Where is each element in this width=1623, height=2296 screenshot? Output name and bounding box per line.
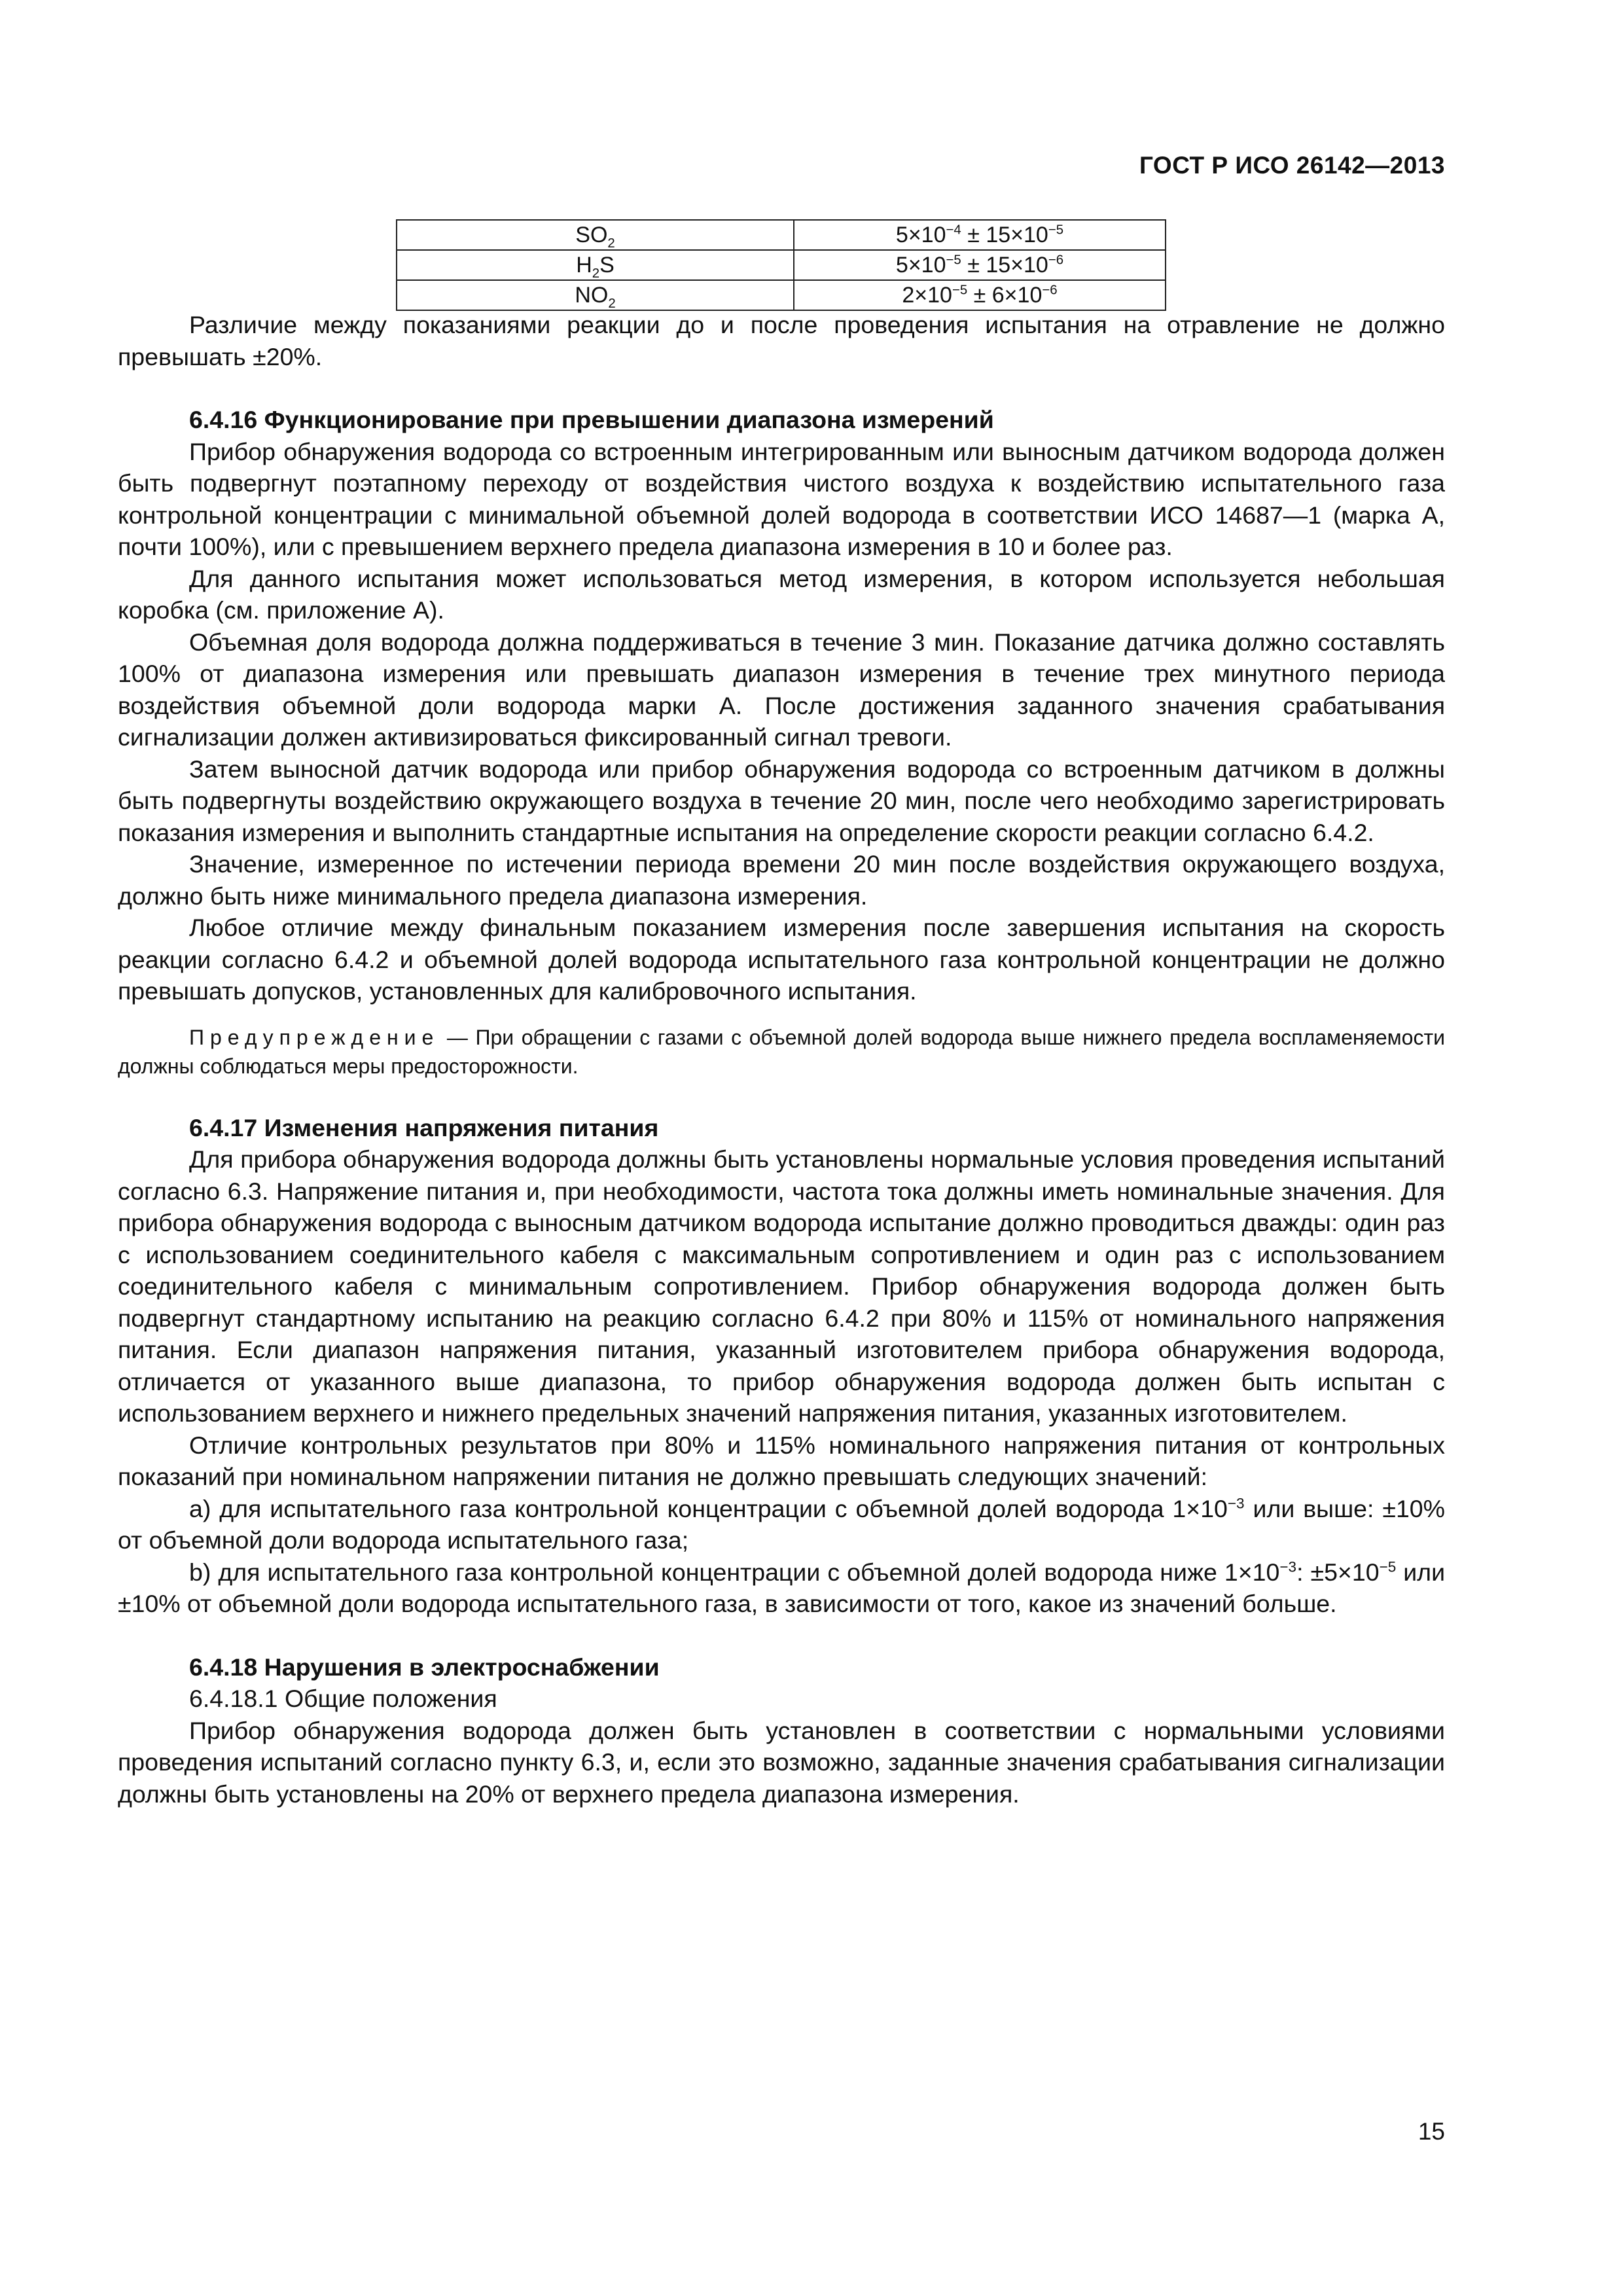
paragraph: Объемная доля водорода должна поддерживаться в течение 3 мин. Показание датчика должно составлять 100% от диапазона измерения или превышать диапазон измерения в течение трех минутного периода воздействия объемной доли водорода марки А. После достижения заданного значения срабатывания сигнализации должен активизироваться фиксированный сигнал тревоги. <box>118 628 1445 751</box>
list-item-a: а) для испытательного газа контрольной концентрации с объемной долей водорода $1\times 10^{-3}$ или выше: ±10% от объемной доли водорода испытательного газа; <box>118 1494 1446 1554</box>
document-header: ГОСТ Р ИСО 26142—2013 <box>1139 152 1445 179</box>
paragraph: Для прибора обнаружения водорода должны быть установлены нормальные условия проведения испытаний согласно 6.3. Напряжение питания и, при необходимости, частота тока должны иметь номинальные значения. Для прибора обнаружения водорода с выносным датчиком водорода испытание должно проводиться дважды: один раз с использованием соединительного кабеля с максимальным сопротивлением и один раз с использованием соединительного кабеля с минимальным сопротивлением. Прибор обнаружения водорода должен быть подвергнут стандартному испытанию на реакцию согласно 6.4.2 при 80% и 115% от номинального напряжения питания. Если диапазон напряжения питания, указанный изготовителем прибора обнаружения водорода, отличается от указанного выше диапазона, то прибор обнаружения водорода должен быть испытан с использованием верхнего и нижнего предельных значений напряжения питания, указанных изготовителем. <box>118 1145 1445 1427</box>
table-row <box>397 220 1166 250</box>
section-heading-6-4-17: 6.4.17 Изменения напряжения питания <box>189 1113 659 1141</box>
gas-name-cell: $SO_2$ <box>397 220 794 250</box>
paragraph: Затем выносной датчик водорода или прибор обнаружения водорода со встроенным датчиком в должны быть подвергнуты воздействию окружающего воздуха в течение 20 мин, после чего необходимо зарегистрировать показания измерения и выполнить стандартные испытания на определение скорости реакции согласно 6.4.2. <box>118 755 1445 846</box>
paragraph: Для данного испытания может использоваться метод измерения, в котором используется небольшая коробка (см. приложение А). <box>118 564 1445 624</box>
table-row <box>397 250 1166 280</box>
section-heading-6-4-18: 6.4.18 Нарушения в электроснабжении <box>189 1653 660 1681</box>
warning-text: — При обращении с газами с объемной долей водорода выше нижнего предела воспламеняемости должны соблюдаться меры предосторожности. <box>118 1025 1445 1078</box>
body-text <box>118 309 1445 1810</box>
paragraph: Любое отличие между финальным показанием измерения после завершения испытания на скорость реакции согласно 6.4.2 и объемной долей водорода испытательного газа контрольной концентрации не должно превышать допусков, установленных для калибровочного испытания. <box>118 914 1445 1005</box>
paragraph: Отличие контрольных результатов при 80% и 115% номинального напряжения питания от контрольных показаний при номинальном напряжении питания не должно превышать следующих значений: <box>118 1431 1445 1490</box>
gas-table <box>396 219 1166 311</box>
page-number: 15 <box>1418 2118 1445 2145</box>
paragraph: Различие между показаниями реакции до и после проведения испытания на отравление не должно превышать ±20%. <box>118 311 1445 370</box>
list-item-b: b) для испытательного газа контрольной концентрации с объемной долей водорода ниже $1\times 10^{-3}$: $\pm 5\times 10^{-5}$ или ±10% от объемной доли водорода испытательного газа, в зависимости от того, какое из значений больше. <box>118 1558 1446 1617</box>
gas-value-cell: $5\times 10^{-5} \pm 15\times 10^{-6}$ <box>794 250 1166 280</box>
paragraph: Прибор обнаружения водорода со встроенным интегрированным или выносным датчиком водорода должен быть подвергнут поэтапному переходу от воздействия чистого воздуха к воздействию испытательного газа контрольной концентрации с минимальной объемной долей водорода в соответствии ИСО 14687—1 (марка А, почти 100%), или с превышением верхнего предела диапазона измерения в 10 и более раз. <box>118 437 1445 560</box>
paragraph: Значение, измеренное по истечении периода времени 20 мин после воздействия окружающего воздуха, должно быть ниже минимального предела диапазона измерения. <box>118 850 1445 910</box>
gas-value-cell: $5\times 10^{-4} \pm 15\times 10^{-5}$ <box>794 220 1166 250</box>
gas-value-cell: $2\times 10^{-5} \pm 6\times 10^{-6}$ <box>794 280 1166 310</box>
gas-name-cell: $H_2S$ <box>397 250 794 280</box>
gas-name-cell: $NO_2$ <box>397 280 794 310</box>
warning-note <box>118 1023 1445 1081</box>
paragraph: Прибор обнаружения водорода должен быть установлен в соответствии с нормальными условиями проведения испытаний согласно пункту 6.3, и, если это возможно, заданные значения срабатывания сигнализации должны быть установлены на 20% от верхнего предела диапазона измерения. <box>118 1716 1445 1808</box>
warning-label: Предупреждение <box>189 1025 440 1049</box>
subsection-heading: 6.4.18.1 Общие положения <box>189 1685 497 1712</box>
section-heading-6-4-16: 6.4.16 Функционирование при превышении диапазона измерений <box>189 406 994 433</box>
table-row <box>397 280 1166 310</box>
